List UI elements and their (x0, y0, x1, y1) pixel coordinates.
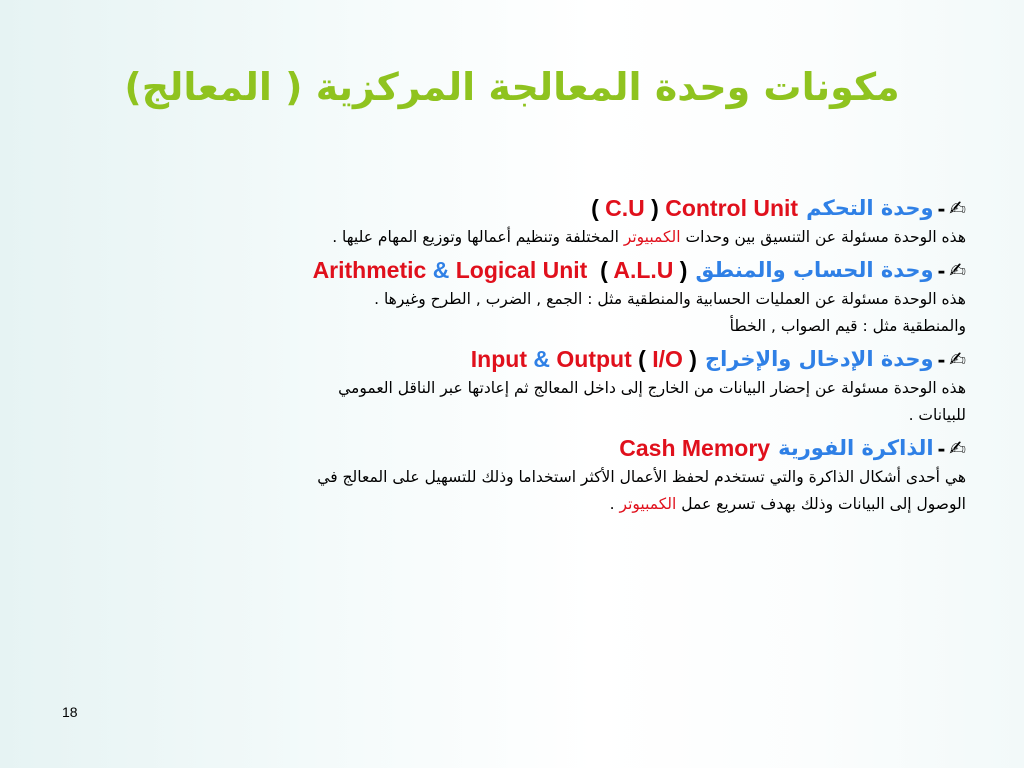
english-term: ( C.U ) Control Unit (591, 195, 799, 221)
description-line: هي أحدى أشكال الذاكرة والتي تستخدم لحفظ الأعمال الأكثر استخداما وذلك للتسهيل على المعالج في (317, 468, 966, 486)
bullet-dash: - (937, 195, 946, 221)
bullet-dash: - (937, 257, 946, 283)
page-number: 18 (62, 704, 78, 720)
slide-content (56, 186, 966, 518)
description-line: والمنطقية مثل : قيم الصواب , الخطأ (729, 317, 966, 335)
arabic-term: وحدة الحساب والمنطق (695, 258, 934, 282)
writing-hand-icon: ✍ (949, 258, 966, 282)
heading-alu (56, 254, 966, 286)
description-line: الوصول إلى البيانات وذلك بهدف تسريع عمل الكمبيوتر . (609, 495, 966, 513)
description-line: هذه الوحدة مسئولة عن التنسيق بين وحدات الكمبيوتر المختلفة وتنظيم أعمالها وتوزيع المهام عليها . (332, 228, 966, 246)
heading-cash-memory (56, 432, 966, 464)
bullet-dash: - (937, 346, 946, 372)
heading-control-unit (56, 192, 966, 224)
writing-hand-icon: ✍ (949, 196, 966, 220)
arabic-term: الذاكرة الفورية (778, 436, 934, 460)
english-term: Input & Output ( I/O ) (470, 346, 697, 372)
description-line: هذه الوحدة مسئولة عن العمليات الحسابية والمنطقية مثل : الجمع , الضرب , الطرح وغيرها . (374, 290, 966, 308)
arabic-term: وحدة التحكم (806, 196, 934, 220)
english-term: Arithmetic & Logical Unit ( A.L.U ) (312, 257, 688, 283)
arabic-term: وحدة الإدخال والإخراج (704, 347, 934, 371)
writing-hand-icon: ✍ (949, 436, 966, 460)
description-line: للبيانات . (908, 406, 966, 424)
heading-io (56, 343, 966, 375)
english-term: Cash Memory (619, 435, 771, 461)
writing-hand-icon: ✍ (949, 347, 966, 371)
slide-title: مكونات وحدة المعالجة المركزية ( المعالج) (124, 65, 900, 109)
description-line: هذه الوحدة مسئولة عن إحضار البيانات من الخارج إلى داخل المعالج ثم إعادتها عبر الناقل العمومي (338, 379, 966, 397)
bullet-dash: - (937, 435, 946, 461)
